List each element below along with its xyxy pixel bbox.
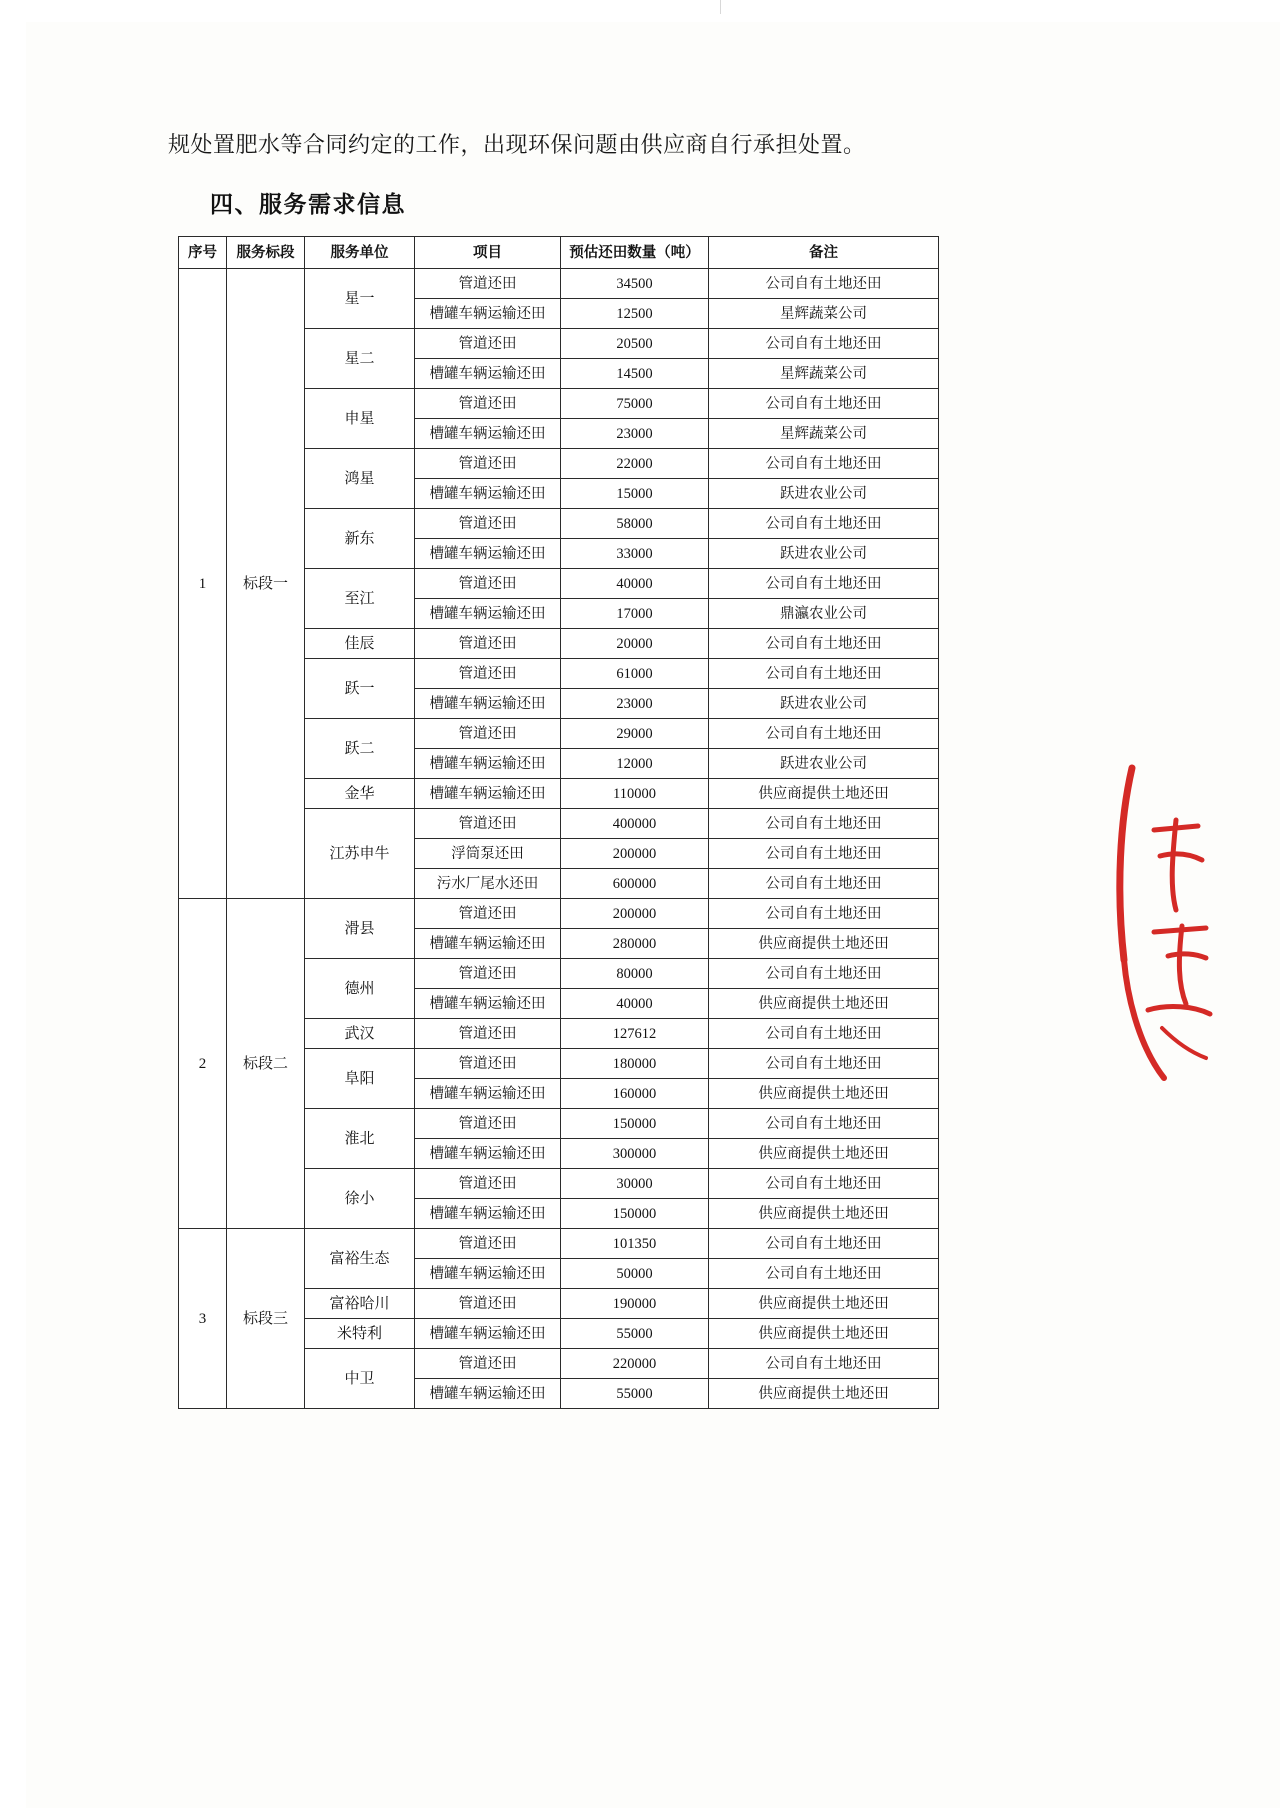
cell-note: 供应商提供土地还田 [709, 1289, 939, 1319]
cell-project: 槽罐车辆运输还田 [415, 1259, 561, 1289]
table-row [179, 269, 939, 299]
cell-quantity: 14500 [561, 359, 709, 389]
cell-quantity: 55000 [561, 1379, 709, 1409]
cell-quantity: 400000 [561, 809, 709, 839]
cell-project: 槽罐车辆运输还田 [415, 1079, 561, 1109]
cell-lot: 标段一 [227, 269, 305, 899]
cell-note: 公司自有土地还田 [709, 449, 939, 479]
cell-quantity: 160000 [561, 1079, 709, 1109]
cell-note: 公司自有土地还田 [709, 509, 939, 539]
cell-lot: 标段二 [227, 899, 305, 1229]
cell-quantity: 17000 [561, 599, 709, 629]
cell-note: 星辉蔬菜公司 [709, 299, 939, 329]
cell-project: 管道还田 [415, 1169, 561, 1199]
header-lot: 服务标段 [227, 237, 305, 269]
cell-project: 管道还田 [415, 269, 561, 299]
service-demand-table [178, 236, 939, 1409]
cell-seq: 1 [179, 269, 227, 899]
cell-note: 供应商提供土地还田 [709, 1319, 939, 1349]
cell-quantity: 280000 [561, 929, 709, 959]
cell-project: 管道还田 [415, 1349, 561, 1379]
cell-unit: 米特利 [305, 1319, 415, 1349]
cell-note: 公司自有土地还田 [709, 1349, 939, 1379]
cell-project: 槽罐车辆运输还田 [415, 1379, 561, 1409]
cell-project: 管道还田 [415, 659, 561, 689]
cell-unit: 德州 [305, 959, 415, 1019]
cell-unit: 中卫 [305, 1349, 415, 1409]
cell-quantity: 40000 [561, 569, 709, 599]
cell-unit: 富裕哈川 [305, 1289, 415, 1319]
cell-project: 管道还田 [415, 959, 561, 989]
cell-quantity: 200000 [561, 839, 709, 869]
cell-project: 槽罐车辆运输还田 [415, 1139, 561, 1169]
cell-project: 浮筒泵还田 [415, 839, 561, 869]
cell-project: 管道还田 [415, 629, 561, 659]
cell-project: 管道还田 [415, 1049, 561, 1079]
cell-note: 公司自有土地还田 [709, 1229, 939, 1259]
cell-note: 公司自有土地还田 [709, 659, 939, 689]
cell-note: 公司自有土地还田 [709, 869, 939, 899]
cell-project: 管道还田 [415, 1019, 561, 1049]
header-seq: 序号 [179, 237, 227, 269]
cell-unit: 徐小 [305, 1169, 415, 1229]
cell-quantity: 34500 [561, 269, 709, 299]
cell-note: 跃进农业公司 [709, 749, 939, 779]
cell-project: 管道还田 [415, 1289, 561, 1319]
cell-project: 槽罐车辆运输还田 [415, 599, 561, 629]
cell-note: 供应商提供土地还田 [709, 989, 939, 1019]
intro-paragraph: 规处置肥水等合同约定的工作，出现环保问题由供应商自行承担处置。 [168, 132, 866, 157]
cell-quantity: 23000 [561, 419, 709, 449]
cell-note: 公司自有土地还田 [709, 269, 939, 299]
cell-quantity: 180000 [561, 1049, 709, 1079]
cell-unit: 星二 [305, 329, 415, 389]
table-body [179, 269, 939, 1409]
cell-quantity: 12500 [561, 299, 709, 329]
cell-quantity: 30000 [561, 1169, 709, 1199]
cell-project: 槽罐车辆运输还田 [415, 359, 561, 389]
cell-unit: 江苏申牛 [305, 809, 415, 899]
scan-crease-mark [720, 0, 721, 14]
cell-quantity: 300000 [561, 1139, 709, 1169]
cell-note: 星辉蔬菜公司 [709, 359, 939, 389]
header-unit: 服务单位 [305, 237, 415, 269]
cell-project: 管道还田 [415, 1109, 561, 1139]
cell-project: 槽罐车辆运输还田 [415, 299, 561, 329]
cell-quantity: 75000 [561, 389, 709, 419]
scan-left-margin [0, 0, 26, 1808]
cell-quantity: 20500 [561, 329, 709, 359]
cell-project: 管道还田 [415, 449, 561, 479]
cell-note: 公司自有土地还田 [709, 329, 939, 359]
cell-project: 槽罐车辆运输还田 [415, 779, 561, 809]
cell-note: 公司自有土地还田 [709, 569, 939, 599]
red-seal-stamp [1102, 760, 1222, 1080]
cell-unit: 至江 [305, 569, 415, 629]
cell-note: 公司自有土地还田 [709, 389, 939, 419]
cell-note: 公司自有土地还田 [709, 719, 939, 749]
cell-project: 管道还田 [415, 719, 561, 749]
cell-unit: 金华 [305, 779, 415, 809]
cell-note: 供应商提供土地还田 [709, 1199, 939, 1229]
header-quantity: 预估还田数量（吨） [561, 237, 709, 269]
cell-quantity: 150000 [561, 1199, 709, 1229]
cell-project: 管道还田 [415, 389, 561, 419]
cell-unit: 淮北 [305, 1109, 415, 1169]
cell-unit: 新东 [305, 509, 415, 569]
cell-project: 管道还田 [415, 569, 561, 599]
cell-unit: 跃二 [305, 719, 415, 779]
cell-quantity: 200000 [561, 899, 709, 929]
cell-note: 供应商提供土地还田 [709, 1379, 939, 1409]
cell-quantity: 29000 [561, 719, 709, 749]
table-row [179, 1229, 939, 1259]
cell-quantity: 40000 [561, 989, 709, 1019]
cell-project: 槽罐车辆运输还田 [415, 479, 561, 509]
cell-quantity: 55000 [561, 1319, 709, 1349]
cell-quantity: 80000 [561, 959, 709, 989]
cell-quantity: 127612 [561, 1019, 709, 1049]
cell-project: 槽罐车辆运输还田 [415, 749, 561, 779]
cell-project: 污水厂尾水还田 [415, 869, 561, 899]
cell-note: 公司自有土地还田 [709, 1169, 939, 1199]
cell-seq: 2 [179, 899, 227, 1229]
cell-project: 槽罐车辆运输还田 [415, 689, 561, 719]
cell-unit: 武汉 [305, 1019, 415, 1049]
cell-quantity: 22000 [561, 449, 709, 479]
cell-quantity: 20000 [561, 629, 709, 659]
cell-note: 公司自有土地还田 [709, 1259, 939, 1289]
header-project: 项目 [415, 237, 561, 269]
cell-note: 公司自有土地还田 [709, 1049, 939, 1079]
cell-quantity: 150000 [561, 1109, 709, 1139]
cell-note: 供应商提供土地还田 [709, 1079, 939, 1109]
cell-project: 管道还田 [415, 899, 561, 929]
cell-note: 公司自有土地还田 [709, 959, 939, 989]
cell-unit: 星一 [305, 269, 415, 329]
cell-project: 槽罐车辆运输还田 [415, 1319, 561, 1349]
cell-quantity: 220000 [561, 1349, 709, 1379]
cell-note: 跃进农业公司 [709, 539, 939, 569]
cell-note: 跃进农业公司 [709, 689, 939, 719]
cell-note: 供应商提供土地还田 [709, 1139, 939, 1169]
cell-quantity: 61000 [561, 659, 709, 689]
cell-project: 管道还田 [415, 329, 561, 359]
cell-project: 槽罐车辆运输还田 [415, 929, 561, 959]
cell-quantity: 600000 [561, 869, 709, 899]
cell-project: 槽罐车辆运输还田 [415, 989, 561, 1019]
cell-lot: 标段三 [227, 1229, 305, 1409]
cell-project: 槽罐车辆运输还田 [415, 419, 561, 449]
cell-project: 管道还田 [415, 509, 561, 539]
cell-unit: 申星 [305, 389, 415, 449]
cell-note: 公司自有土地还田 [709, 629, 939, 659]
cell-note: 公司自有土地还田 [709, 1109, 939, 1139]
cell-quantity: 101350 [561, 1229, 709, 1259]
cell-quantity: 50000 [561, 1259, 709, 1289]
cell-project: 管道还田 [415, 1229, 561, 1259]
cell-quantity: 110000 [561, 779, 709, 809]
cell-note: 公司自有土地还田 [709, 1019, 939, 1049]
cell-project: 槽罐车辆运输还田 [415, 1199, 561, 1229]
cell-note: 跃进农业公司 [709, 479, 939, 509]
cell-quantity: 33000 [561, 539, 709, 569]
cell-project: 槽罐车辆运输还田 [415, 539, 561, 569]
cell-note: 公司自有土地还田 [709, 809, 939, 839]
cell-quantity: 58000 [561, 509, 709, 539]
cell-unit: 佳辰 [305, 629, 415, 659]
table-row [179, 899, 939, 929]
cell-seq: 3 [179, 1229, 227, 1409]
cell-unit: 阜阳 [305, 1049, 415, 1109]
cell-unit: 跃一 [305, 659, 415, 719]
cell-quantity: 12000 [561, 749, 709, 779]
cell-note: 供应商提供土地还田 [709, 929, 939, 959]
cell-note: 鼎瀛农业公司 [709, 599, 939, 629]
cell-quantity: 15000 [561, 479, 709, 509]
cell-quantity: 190000 [561, 1289, 709, 1319]
cell-note: 星辉蔬菜公司 [709, 419, 939, 449]
cell-unit: 富裕生态 [305, 1229, 415, 1289]
cell-project: 管道还田 [415, 809, 561, 839]
section-heading: 四、服务需求信息 [210, 192, 406, 217]
scan-top-margin [0, 0, 1280, 22]
table-header [179, 237, 939, 269]
cell-quantity: 23000 [561, 689, 709, 719]
table-header-row [179, 237, 939, 269]
cell-unit: 鸿星 [305, 449, 415, 509]
cell-unit: 滑县 [305, 899, 415, 959]
cell-note: 公司自有土地还田 [709, 839, 939, 869]
cell-note: 供应商提供土地还田 [709, 779, 939, 809]
header-note: 备注 [709, 237, 939, 269]
cell-note: 公司自有土地还田 [709, 899, 939, 929]
